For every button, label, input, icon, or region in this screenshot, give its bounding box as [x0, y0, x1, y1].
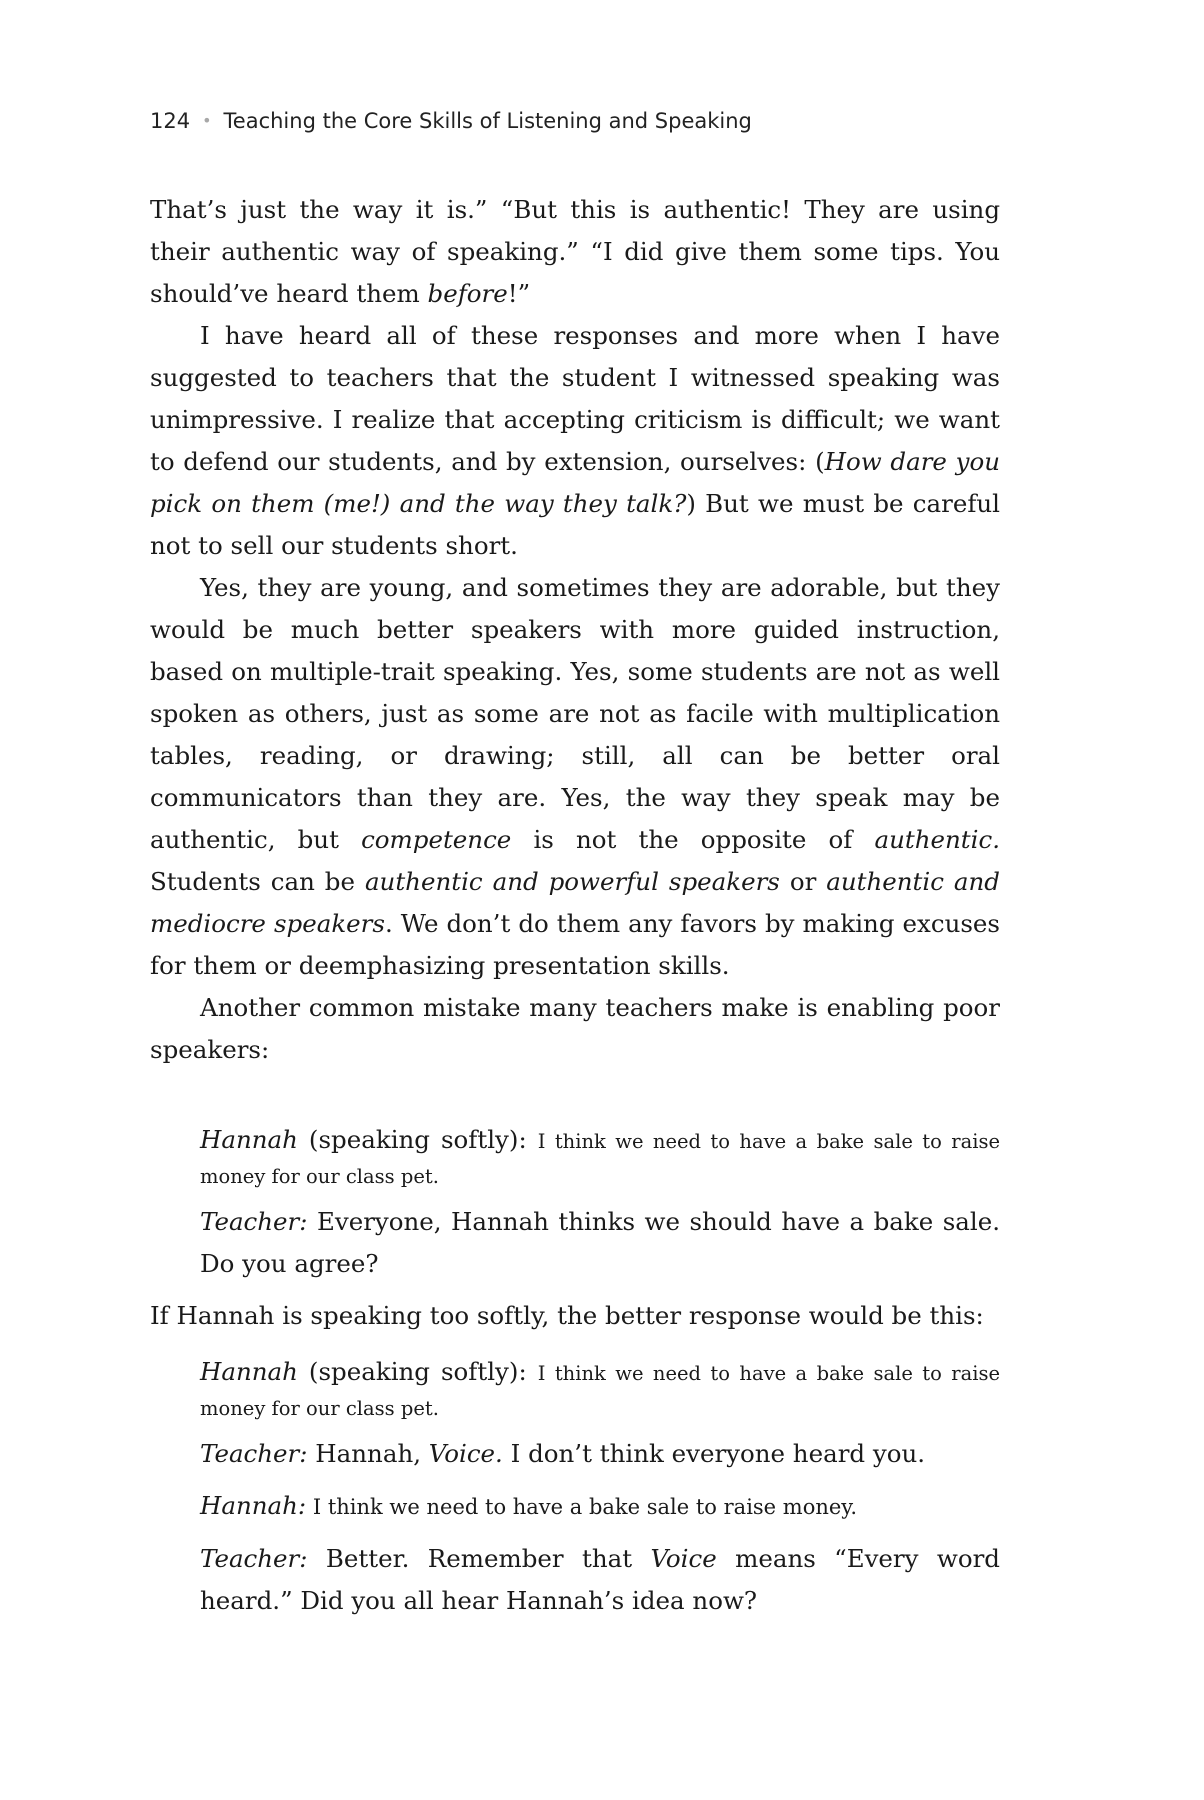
speaker-name: Teacher: — [200, 1544, 308, 1573]
paragraph-1 — [150, 189, 1000, 315]
separator-dot: • — [202, 111, 212, 130]
p2-text-a: I have heard all of these responses and more when I have suggested to teachers that the student I witnessed speaking was unimpressive. I realize that accepting criticism is difficult; we want to defend our students, and by extension, ourselves: ( — [150, 321, 1000, 476]
p3-text-i: . We don’t do them any favors by making excuses for them or deemphasizing presentation skills. — [150, 909, 1000, 980]
stage-direction: (speaking softly): — [297, 1357, 538, 1386]
p3-text-c: is not the opposite of — [511, 825, 875, 854]
paragraph-5: If Hannah is speaking too softly, the better response would be this: — [150, 1301, 984, 1330]
p1-text-a: That’s just the way it is.” “But this is authentic! They are using their authentic way of speaking.” “I did give them some tips. You should’ve heard them — [150, 195, 1000, 308]
dialogue-line — [200, 1201, 1000, 1285]
page-number: 124 — [150, 109, 191, 133]
speaker-name: Hannah — [200, 1125, 298, 1154]
p3-italic-powerful: authentic and powerful speakers — [364, 867, 780, 896]
p2-italic-question: How dare you pick on them (me!) and the way they talk? — [150, 447, 1000, 518]
spoken-text: Everyone, Hannah thinks we should have a bake sale. Do you agree? — [200, 1207, 1000, 1278]
spoken-italic-voice: Voice. — [428, 1439, 503, 1468]
p2-text-c: ) But we must be careful not to sell our students short. — [150, 489, 1001, 560]
dialogue-line — [200, 1538, 1000, 1622]
running-header — [150, 109, 752, 133]
spoken-text: I think we need to have a bake sale to raise money for our class pet. — [200, 1362, 1001, 1420]
p1-text-c: !” — [507, 279, 531, 308]
spoken-text-c: I don’t think everyone heard you. — [502, 1439, 926, 1468]
dialogue-line — [200, 1123, 1000, 1193]
p3-text-g: or — [779, 867, 827, 896]
speaker-name: Teacher: — [200, 1439, 308, 1468]
spoken-text-a: Hannah, — [307, 1439, 429, 1468]
running-title: Teaching the Core Skills of Listening and Speaking — [223, 109, 752, 133]
p1-italic-before: before — [427, 279, 508, 308]
speaker-name: Hannah: — [200, 1491, 307, 1520]
spoken-text-a: Better. Remember that — [307, 1544, 651, 1573]
dialogue-line — [200, 1433, 1000, 1475]
dialogue-example-1 — [200, 1123, 1000, 1285]
paragraph-3 — [150, 567, 1000, 987]
spoken-text-c: means “Every word heard.” Did you all hear Hannah’s idea now? — [200, 1544, 1000, 1615]
speaker-name: Hannah — [200, 1357, 298, 1386]
spoken-text: I think we need to have a bake sale to raise money for our class pet. — [200, 1130, 1001, 1188]
dialogue-example-2 — [200, 1355, 1000, 1622]
paragraph-2 — [150, 315, 1000, 567]
p3-italic-mediocre: authentic and mediocre speakers — [150, 867, 1000, 938]
body-text — [150, 189, 1000, 1632]
speaker-name: Teacher: — [200, 1207, 308, 1236]
spoken-italic-voice: Voice — [650, 1544, 717, 1573]
stage-direction: (speaking softly): — [297, 1125, 538, 1154]
p3-text-e: Students can be — [150, 867, 365, 896]
p3-text-a: Yes, they are young, and sometimes they are adorable, but they would be much better speakers with more guided instruction, based on multiple-trait speaking. Yes, some students are not as well spoken as others, just as some are not as facile with multiplication tables, reading, or drawing; still, all can be better oral communicators than they are. Yes, the way they speak may be authentic, but — [150, 573, 1000, 854]
p3-italic-competence: competence — [361, 825, 512, 854]
paragraph-4: Another common mistake many teachers make is enabling poor speakers: — [150, 993, 1000, 1064]
dialogue-line — [200, 1485, 1000, 1528]
dialogue-line — [200, 1355, 1000, 1425]
spoken-text: I think we need to have a bake sale to raise money. — [306, 1495, 858, 1519]
p3-italic-authentic: authentic. — [874, 825, 1000, 854]
